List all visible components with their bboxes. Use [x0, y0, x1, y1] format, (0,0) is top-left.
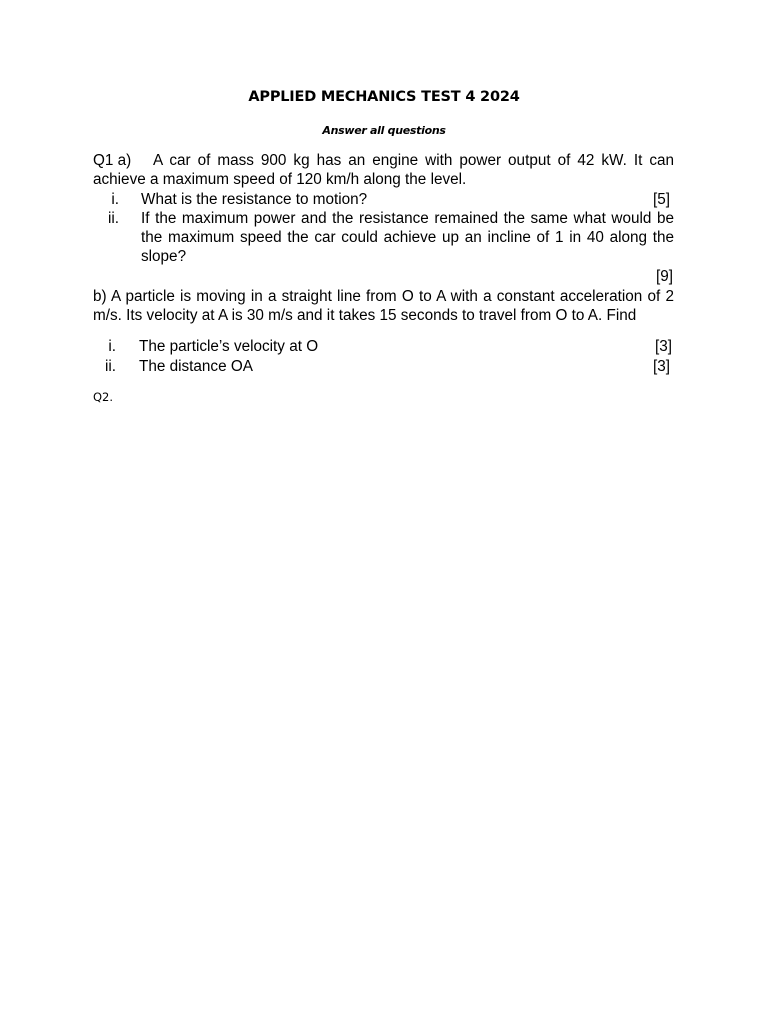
question-1a-text: A car of mass 900 kg has an engine with power output of 42 kW. It can achieve a maximum speed of 120 km/h along the level. [93, 152, 674, 189]
question-1a [93, 151, 674, 189]
question-2-label: Q2. [93, 390, 114, 404]
question-1b: b) A particle is moving in a straight line from O to A with a constant acceleration of 2 m/s. Its velocity at A is 30 m/s and it takes 15 seconds to travel from O to A. Find [93, 288, 674, 325]
marks: [3] [654, 338, 672, 355]
part-text: What is the resistance to motion? [141, 191, 368, 208]
part-text: The particle’s velocity at O [139, 338, 319, 355]
part-number: ii. [104, 358, 116, 375]
part-number: i. [108, 338, 116, 355]
marks: [5] [652, 191, 670, 208]
question-1a-label: Q1 a) [93, 152, 132, 169]
part-number: i. [111, 191, 119, 208]
part-text: If the maximum power and the resistance remained the same what would be the maximum speed the car could achieve up an incline of 1 in 40 along the slope? [141, 210, 674, 266]
page-title: APPLIED MECHANICS TEST 4 2024 [248, 89, 520, 105]
marks: [3] [652, 358, 670, 375]
part-number: ii. [107, 210, 119, 227]
marks: [9] [655, 268, 673, 285]
instructions: Answer all questions [322, 124, 446, 137]
part-text: The distance OA [139, 358, 253, 375]
